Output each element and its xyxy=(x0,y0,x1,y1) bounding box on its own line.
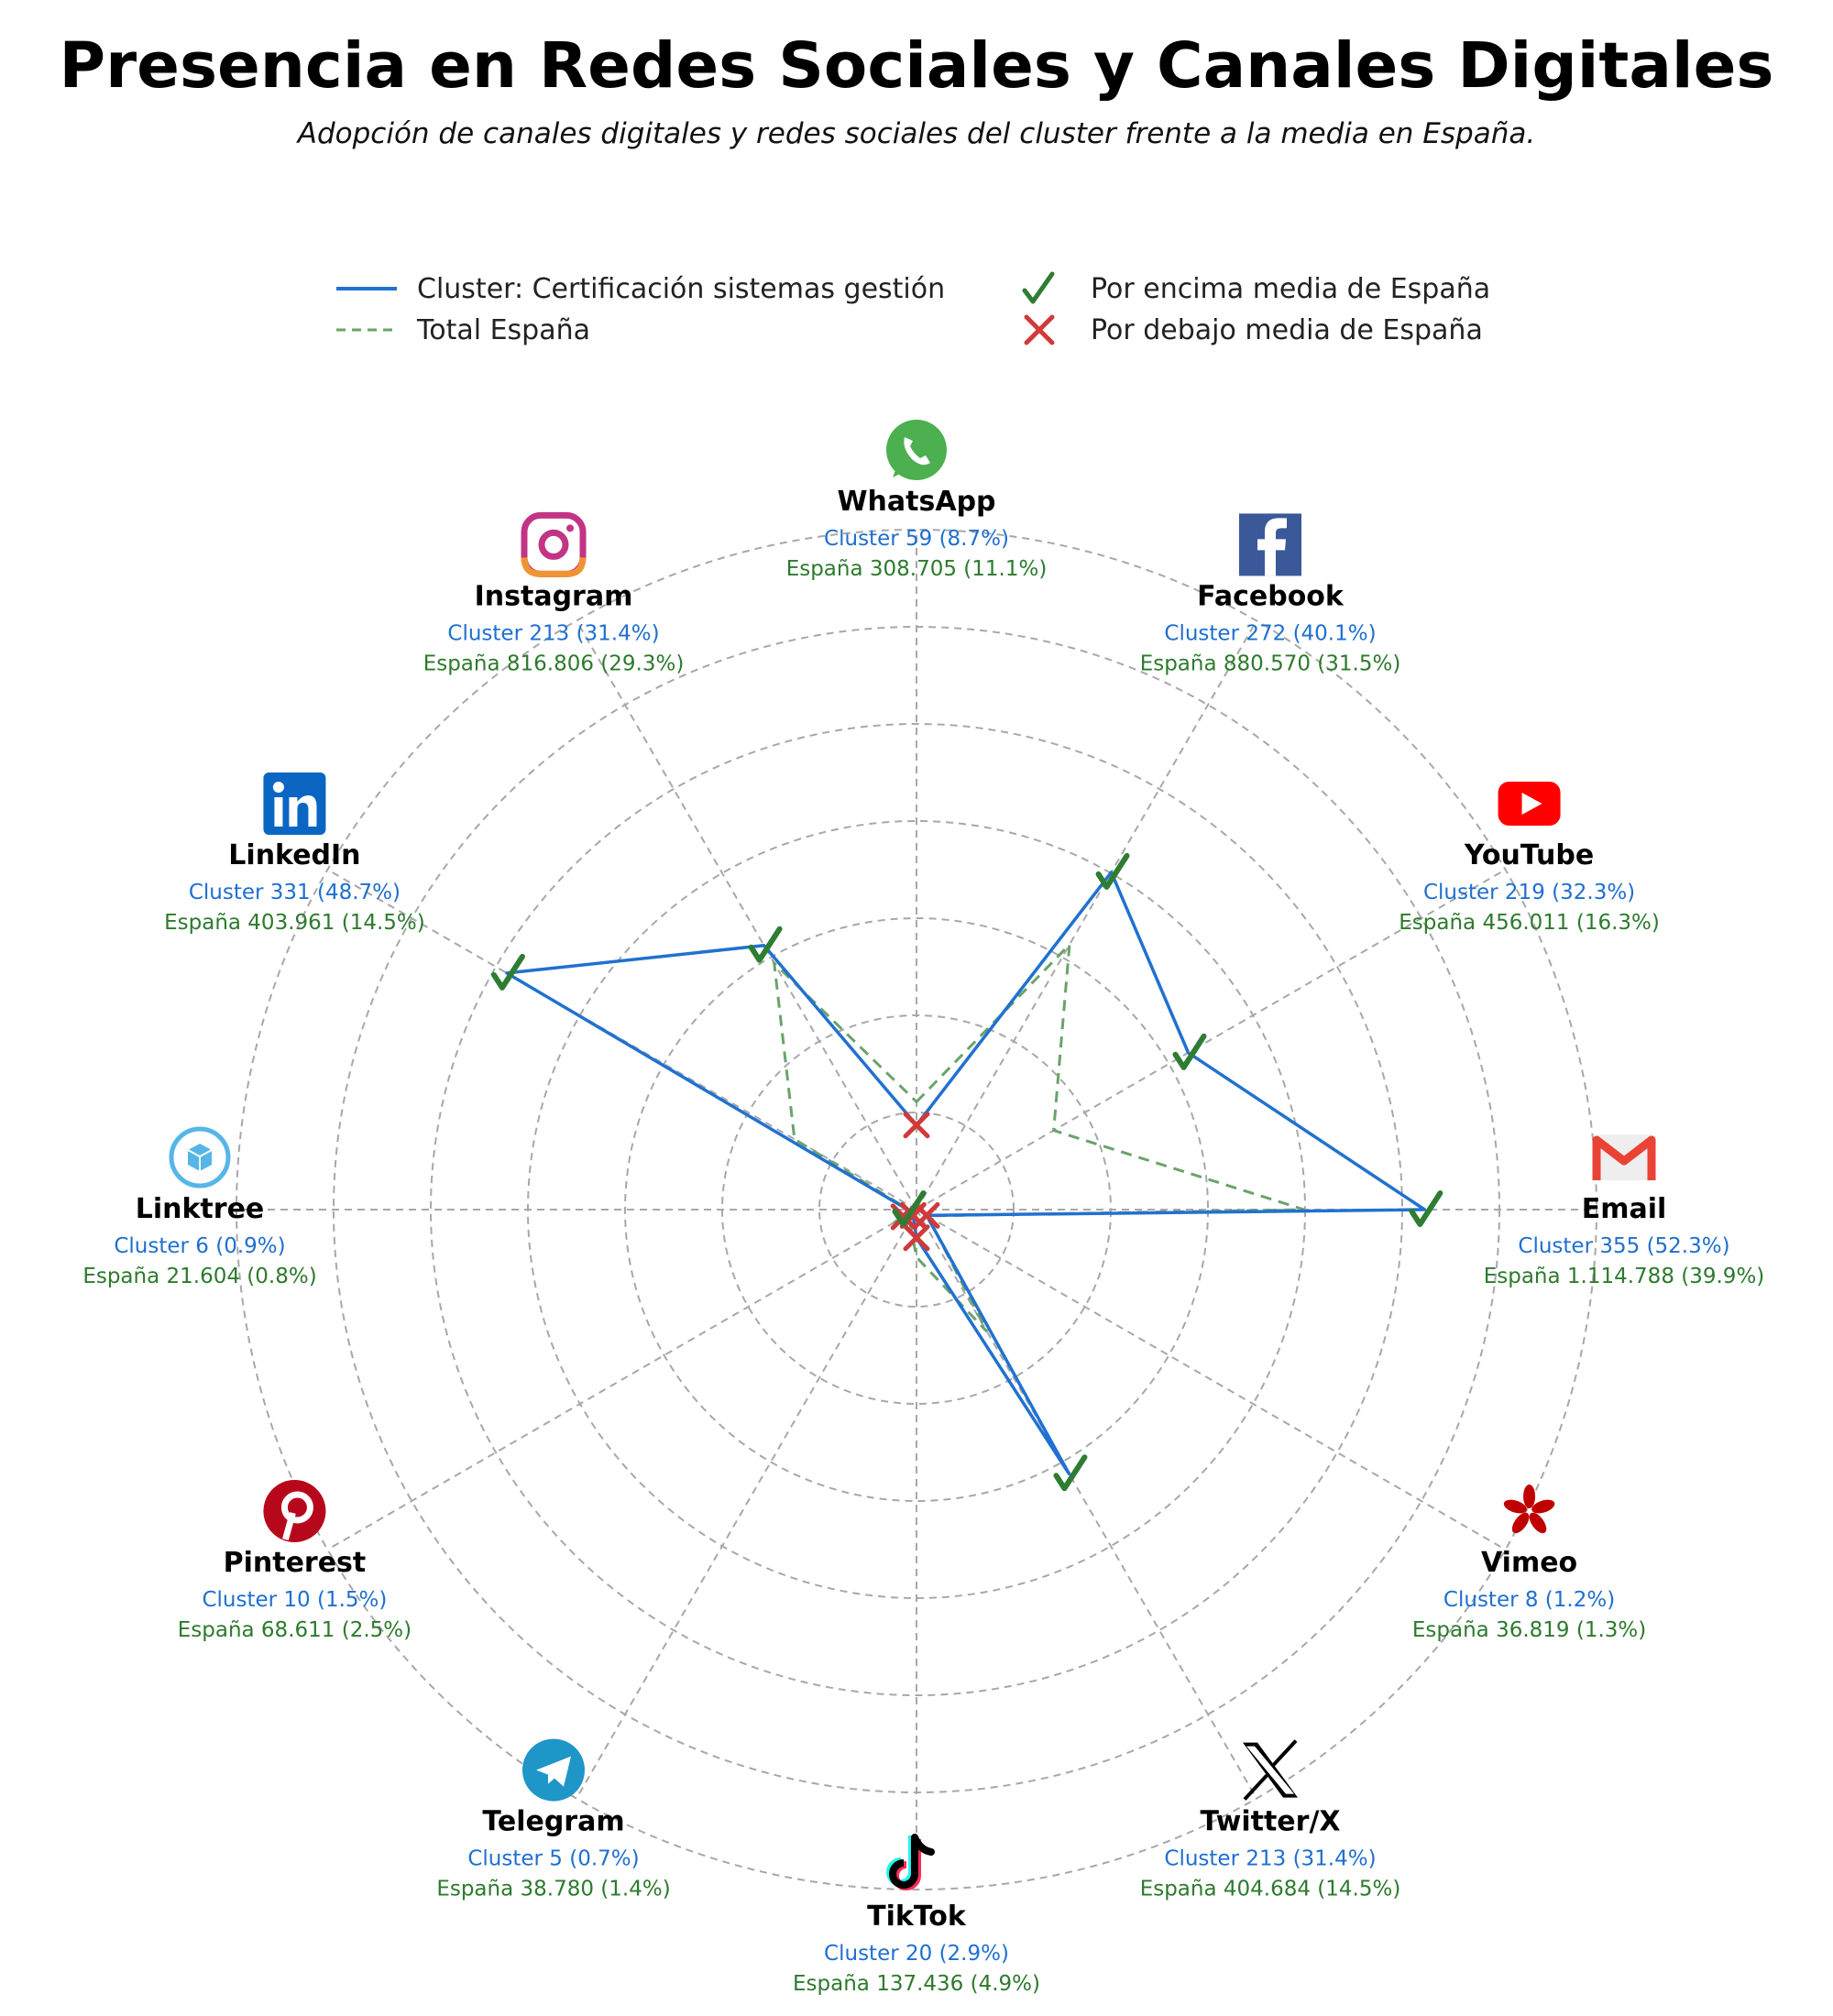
category-label: Pinterest xyxy=(223,1547,367,1579)
facebook-icon xyxy=(1239,513,1301,575)
spain-value-label: España 36.819 (1.3%) xyxy=(1411,1618,1647,1642)
twitter-x-icon-part xyxy=(1246,1747,1294,1794)
vimeo-icon-part xyxy=(1523,1485,1535,1508)
spain-value-label: España 816.806 (29.3%) xyxy=(423,652,685,676)
legend-label-cluster: Cluster: Certificación sistemas gestión xyxy=(417,272,946,305)
category-label: Email xyxy=(1581,1193,1667,1225)
spain-value-label: España 68.611 (2.5%) xyxy=(177,1618,412,1642)
chart-subtitle: Adopción de canales digitales y redes sociales del cluster frente a la media en España. xyxy=(297,117,1536,150)
cluster-value-label: Cluster 59 (8.7%) xyxy=(824,527,1009,551)
instagram-icon-part xyxy=(524,515,583,574)
cluster-value-label: Cluster 331 (48.7%) xyxy=(188,881,401,904)
category-label: Instagram xyxy=(474,580,633,613)
grid-spoke xyxy=(327,1210,916,1550)
youtube-icon xyxy=(1498,782,1561,826)
instagram-icon-part xyxy=(566,524,574,531)
category-label: YouTube xyxy=(1464,839,1595,871)
linktree-icon xyxy=(171,1129,228,1186)
spain-value-label: España 456.011 (16.3%) xyxy=(1399,911,1660,935)
vimeo-icon-part xyxy=(1526,1510,1550,1537)
category-label: Twitter/X xyxy=(1200,1805,1341,1838)
grid-spoke xyxy=(916,1210,1257,1799)
category-label: Facebook xyxy=(1197,580,1344,613)
pinterest-icon-part xyxy=(263,1480,325,1542)
spain-value-label: España 404.684 (14.5%) xyxy=(1139,1877,1401,1901)
series-line-cluster xyxy=(507,872,1424,1474)
telegram-icon xyxy=(522,1739,585,1802)
cluster-value-label: Cluster 20 (2.9%) xyxy=(824,1942,1009,1966)
cluster-value-label: Cluster 5 (0.7%) xyxy=(467,1846,640,1871)
whatsapp-icon xyxy=(886,420,947,480)
cluster-value-label: Cluster 219 (32.3%) xyxy=(1422,881,1636,904)
spain-value-label: España 403.961 (14.5%) xyxy=(164,911,425,935)
cluster-value-label: Cluster 8 (1.2%) xyxy=(1443,1588,1616,1612)
linkedin-icon-part xyxy=(273,782,284,793)
twitter-x-icon-part xyxy=(1273,1741,1296,1766)
instagram-icon xyxy=(524,515,583,574)
cluster-value-label: Cluster 213 (31.4%) xyxy=(447,621,660,646)
category-label: LinkedIn xyxy=(228,839,361,871)
tiktok-icon xyxy=(890,1835,931,1887)
linkedin-icon xyxy=(263,772,325,835)
cluster-value-label: Cluster 213 (31.4%) xyxy=(1164,1846,1377,1871)
instagram-icon-part xyxy=(542,532,565,556)
spain-value-label: España 137.436 (4.9%) xyxy=(793,1972,1040,1996)
spain-value-label: España 21.604 (0.8%) xyxy=(82,1265,317,1288)
category-label: Vimeo xyxy=(1480,1547,1578,1579)
vimeo-icon-part xyxy=(1509,1510,1532,1537)
email-icon xyxy=(1593,1134,1655,1180)
cluster-value-label: Cluster 6 (0.9%) xyxy=(114,1234,286,1258)
instagram-icon-part xyxy=(524,557,583,574)
linkedin-icon-part xyxy=(274,797,282,827)
cluster-value-label: Cluster 272 (40.1%) xyxy=(1164,621,1377,646)
vimeo-icon xyxy=(1502,1485,1556,1536)
twitter-x-icon-part xyxy=(1245,1775,1268,1800)
legend-label-spain: Total España xyxy=(417,313,591,346)
category-label: Linktree xyxy=(135,1193,265,1225)
grid-spoke xyxy=(576,620,916,1210)
category-label: WhatsApp xyxy=(837,486,996,518)
grid-spoke xyxy=(916,1210,1506,1550)
spain-value-label: España 1.114.788 (39.9%) xyxy=(1483,1265,1765,1288)
chart-title: Presencia en Redes Sociales y Canales Digitales xyxy=(59,29,1774,103)
grid-spoke xyxy=(916,620,1257,1210)
legend-label-above: Por encima media de España xyxy=(1091,272,1491,305)
spain-value-label: España 880.570 (31.5%) xyxy=(1139,652,1401,676)
cluster-value-label: Cluster 355 (52.3%) xyxy=(1518,1234,1730,1258)
category-label: TikTok xyxy=(867,1901,966,1933)
cluster-value-label: Cluster 10 (1.5%) xyxy=(202,1588,388,1612)
spain-value-label: España 308.705 (11.1%) xyxy=(785,557,1048,581)
legend-label-below: Por debajo media de España xyxy=(1091,313,1483,346)
pinterest-icon xyxy=(263,1480,325,1542)
grid-spoke xyxy=(576,1210,916,1799)
spain-value-label: España 38.780 (1.4%) xyxy=(436,1877,671,1901)
category-label: Telegram xyxy=(482,1805,625,1838)
